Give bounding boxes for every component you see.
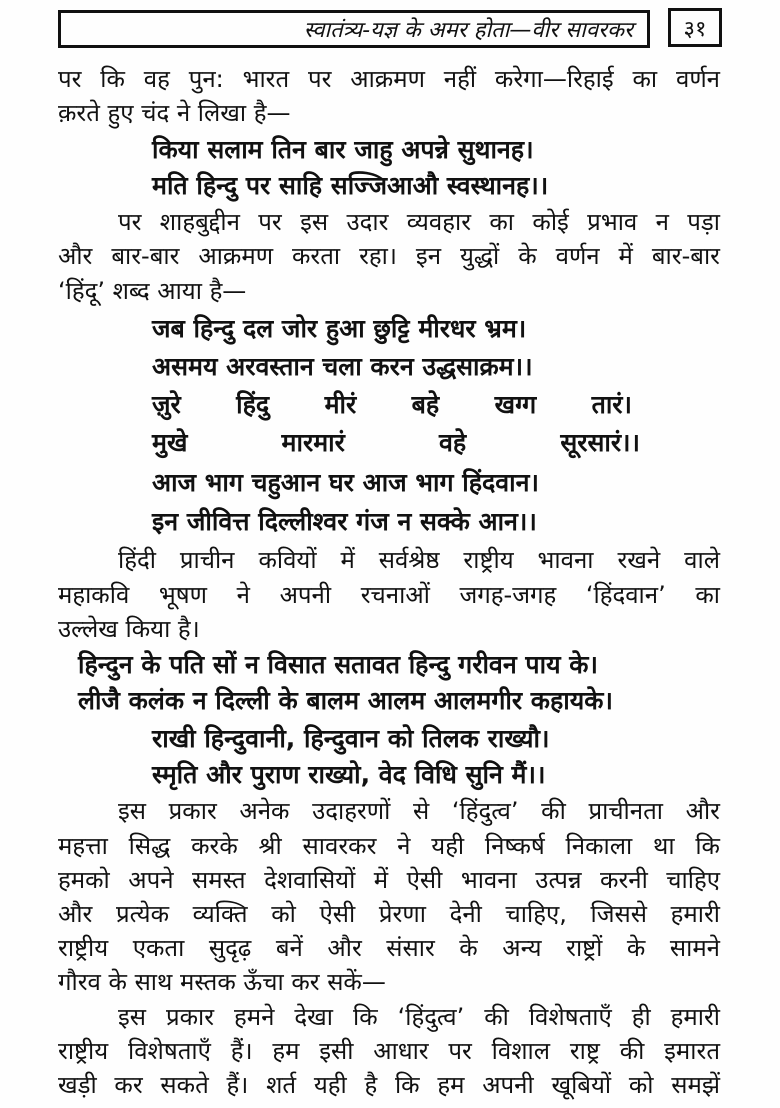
prose-line: क़रते हुए चंद ने लिखा है— xyxy=(58,99,291,127)
verse-line: लीजै कलंक न दिल्ली के बालम आलम आलमगीर कहायके। xyxy=(78,686,613,715)
prose-line: इस प्रकार अनेक उदाहरणों से ‘हिंदुत्व’ की प्राचीनता और xyxy=(118,797,720,825)
verse-line: मुखे मारमारं वहे सूरसारं।। xyxy=(152,428,640,457)
prose-line: उल्लेख किया है। xyxy=(58,615,200,643)
prose-line: इस प्रकार हमने देखा कि ‘हिंदुत्व’ की विशेषताएँ ही हमारी xyxy=(118,1003,720,1031)
running-header xyxy=(58,10,650,48)
verse-line: किया सलाम तिन बार जाहु अपन्ने सुथानह। xyxy=(152,135,534,164)
prose-line: पर कि वह पुन: भारत पर आक्रमण नहीं करेगा—रिहाई का वर्णन xyxy=(58,65,720,93)
prose-line: ‘हिंदू’ शब्द आया है— xyxy=(58,277,247,305)
verse-line: असमय अरवस्तान चला करन उद्धसाक्रम।। xyxy=(152,352,533,381)
prose-line: राष्ट्रीय विशेषताएँ हैं। हम इसी आधार पर विशाल राष्ट्र की इमारत xyxy=(58,1037,720,1065)
verse-line: राखी हिन्दुवानी, हिन्दुवान को तिलक राख्यौ। xyxy=(152,724,550,753)
header-title: स्वातंत्र्य-यज्ञ के अमर होता—वीर सावरकर xyxy=(303,18,633,43)
verse-line: ज़ुरे हिंदु मीरं बहे खग्ग तारं। xyxy=(152,390,632,419)
page-number: ३१ xyxy=(683,16,707,42)
prose-line: खड़ी कर सकते हैं। शर्त यही है कि हम अपनी खूबियों को समझें xyxy=(58,1071,720,1099)
prose-line: महत्ता सिद्ध करके श्री सावरकर ने यही निष्कर्ष निकाला था कि xyxy=(58,832,720,860)
verse-line: आज भाग चहुआन घर आज भाग हिंदवान। xyxy=(152,468,539,497)
verse-line: स्मृति और पुराण राख्यो, वेद विधि सुनि मैं।। xyxy=(152,760,546,789)
page-number-box xyxy=(668,8,722,47)
prose-line: हिंदी प्राचीन कवियों में सर्वश्रेष्ठ राष्ट्रीय भावना रखने वाले xyxy=(118,546,720,574)
prose-line: हमको अपने समस्त देशवासियों में ऐसी भावना उत्पन्न करनी चाहिए xyxy=(58,866,720,894)
verse-line: हिन्दुन के पति सों न विसात सतावत हिन्दु गरीवन पाय के। xyxy=(78,650,598,679)
prose-line: राष्ट्रीय एकता सुदृढ़ बनें और संसार के अन्य राष्ट्रों के सामने xyxy=(58,934,720,962)
prose-line: और बार-बार आक्रमण करता रहा। इन युद्धों के वर्णन में बार-बार xyxy=(58,242,720,270)
prose-line: पर शाहबुद्दीन पर इस उदार व्यवहार का कोई प्रभाव न पड़ा xyxy=(118,208,720,236)
prose-line: और प्रत्येक व्यक्ति को ऐसी प्रेरणा देनी चाहिए, जिससे हमारी xyxy=(58,900,720,928)
verse-line: इन जीवित्त दिल्लीश्वर गंज न सक्के आन।। xyxy=(152,507,537,536)
prose-line: महाकवि भूषण ने अपनी रचनाओं जगह-जगह ‘हिंदवान’ का xyxy=(58,581,720,609)
verse-line: जब हिन्दु दल जोर हुआ छुट्टि मीरधर भ्रम। xyxy=(152,314,527,343)
prose-line: गौरव के साथ मस्तक ऊँचा कर सकें— xyxy=(58,968,386,996)
verse-line: मति हिन्दु पर साहि सज्जिआऔ स्वस्थानह।। xyxy=(152,171,549,200)
